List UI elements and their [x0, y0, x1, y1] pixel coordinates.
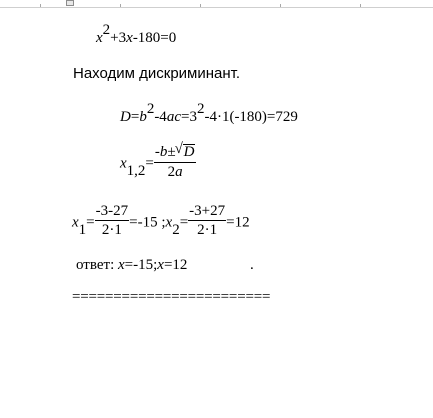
equation-discriminant — [120, 101, 298, 125]
subscript: 2 — [172, 222, 180, 239]
equals-sign: = — [179, 214, 189, 231]
equals-sign: = — [86, 214, 95, 231]
equation-part: +3 — [110, 30, 127, 46]
ruler-tick — [280, 4, 281, 7]
variable-ac: ac — [166, 109, 181, 125]
separator-line: ======================== — [72, 289, 271, 305]
answer-value: =-15; — [124, 257, 158, 273]
numerator-prefix: -b± — [154, 144, 176, 160]
exponent: 2 — [196, 101, 205, 117]
variable-x: x — [165, 214, 173, 231]
variable-x: x — [96, 30, 103, 46]
variable-a: a — [175, 163, 183, 180]
variable-b: b — [139, 109, 147, 125]
radical-icon: √ — [174, 141, 183, 157]
variable-x: x — [157, 257, 164, 273]
denominator-number: 2 — [167, 163, 176, 180]
equals-sign: = — [130, 109, 140, 125]
fraction-denominator: 2·1 — [197, 222, 218, 238]
exponent: 2 — [102, 22, 111, 38]
answer-value: =12 — [163, 257, 188, 273]
root-result: =-15 ; — [129, 214, 166, 231]
fraction — [154, 141, 197, 180]
root-result: =12 — [226, 214, 250, 231]
fraction — [95, 204, 130, 238]
equation-part: =3 — [180, 109, 197, 125]
fraction-numerator: -3+27 — [189, 203, 226, 219]
subscript: 1 — [78, 222, 87, 239]
variable-D: D — [120, 109, 131, 125]
equation-part: -180=0 — [132, 30, 177, 46]
variable-x: x — [126, 30, 133, 46]
ruler — [0, 0, 433, 8]
equation-root-formula — [120, 141, 196, 182]
variable-x: x — [120, 155, 127, 172]
variable-D: D — [183, 144, 195, 160]
variable-x: x — [117, 257, 125, 273]
heading-discriminant: Находим дискриминант. — [73, 65, 241, 82]
subscript: 1,2 — [126, 163, 146, 180]
ruler-tick — [120, 4, 121, 7]
ruler-tick — [360, 4, 361, 7]
equation-part: -4·1(-180)=729 — [204, 109, 298, 125]
fraction — [188, 204, 226, 238]
answer-line — [76, 258, 187, 273]
trailing-dot: . — [250, 257, 254, 273]
ruler-tick — [200, 4, 201, 7]
equation-roots — [72, 203, 250, 240]
variable-x: x — [72, 214, 79, 231]
fraction-denominator — [154, 163, 197, 180]
equals-sign: = — [145, 155, 154, 172]
equation-quadratic — [96, 22, 177, 46]
ruler-tick — [40, 4, 41, 7]
exponent: 2 — [146, 101, 155, 117]
ruler-indent-marker[interactable] — [66, 0, 74, 6]
fraction-denominator: 2·1 — [101, 222, 122, 238]
answer-label: ответ: — [76, 257, 118, 273]
square-root — [174, 141, 196, 161]
fraction-numerator — [154, 141, 197, 163]
equation-part: -4 — [154, 109, 167, 125]
fraction-numerator: -3-27 — [95, 203, 129, 219]
